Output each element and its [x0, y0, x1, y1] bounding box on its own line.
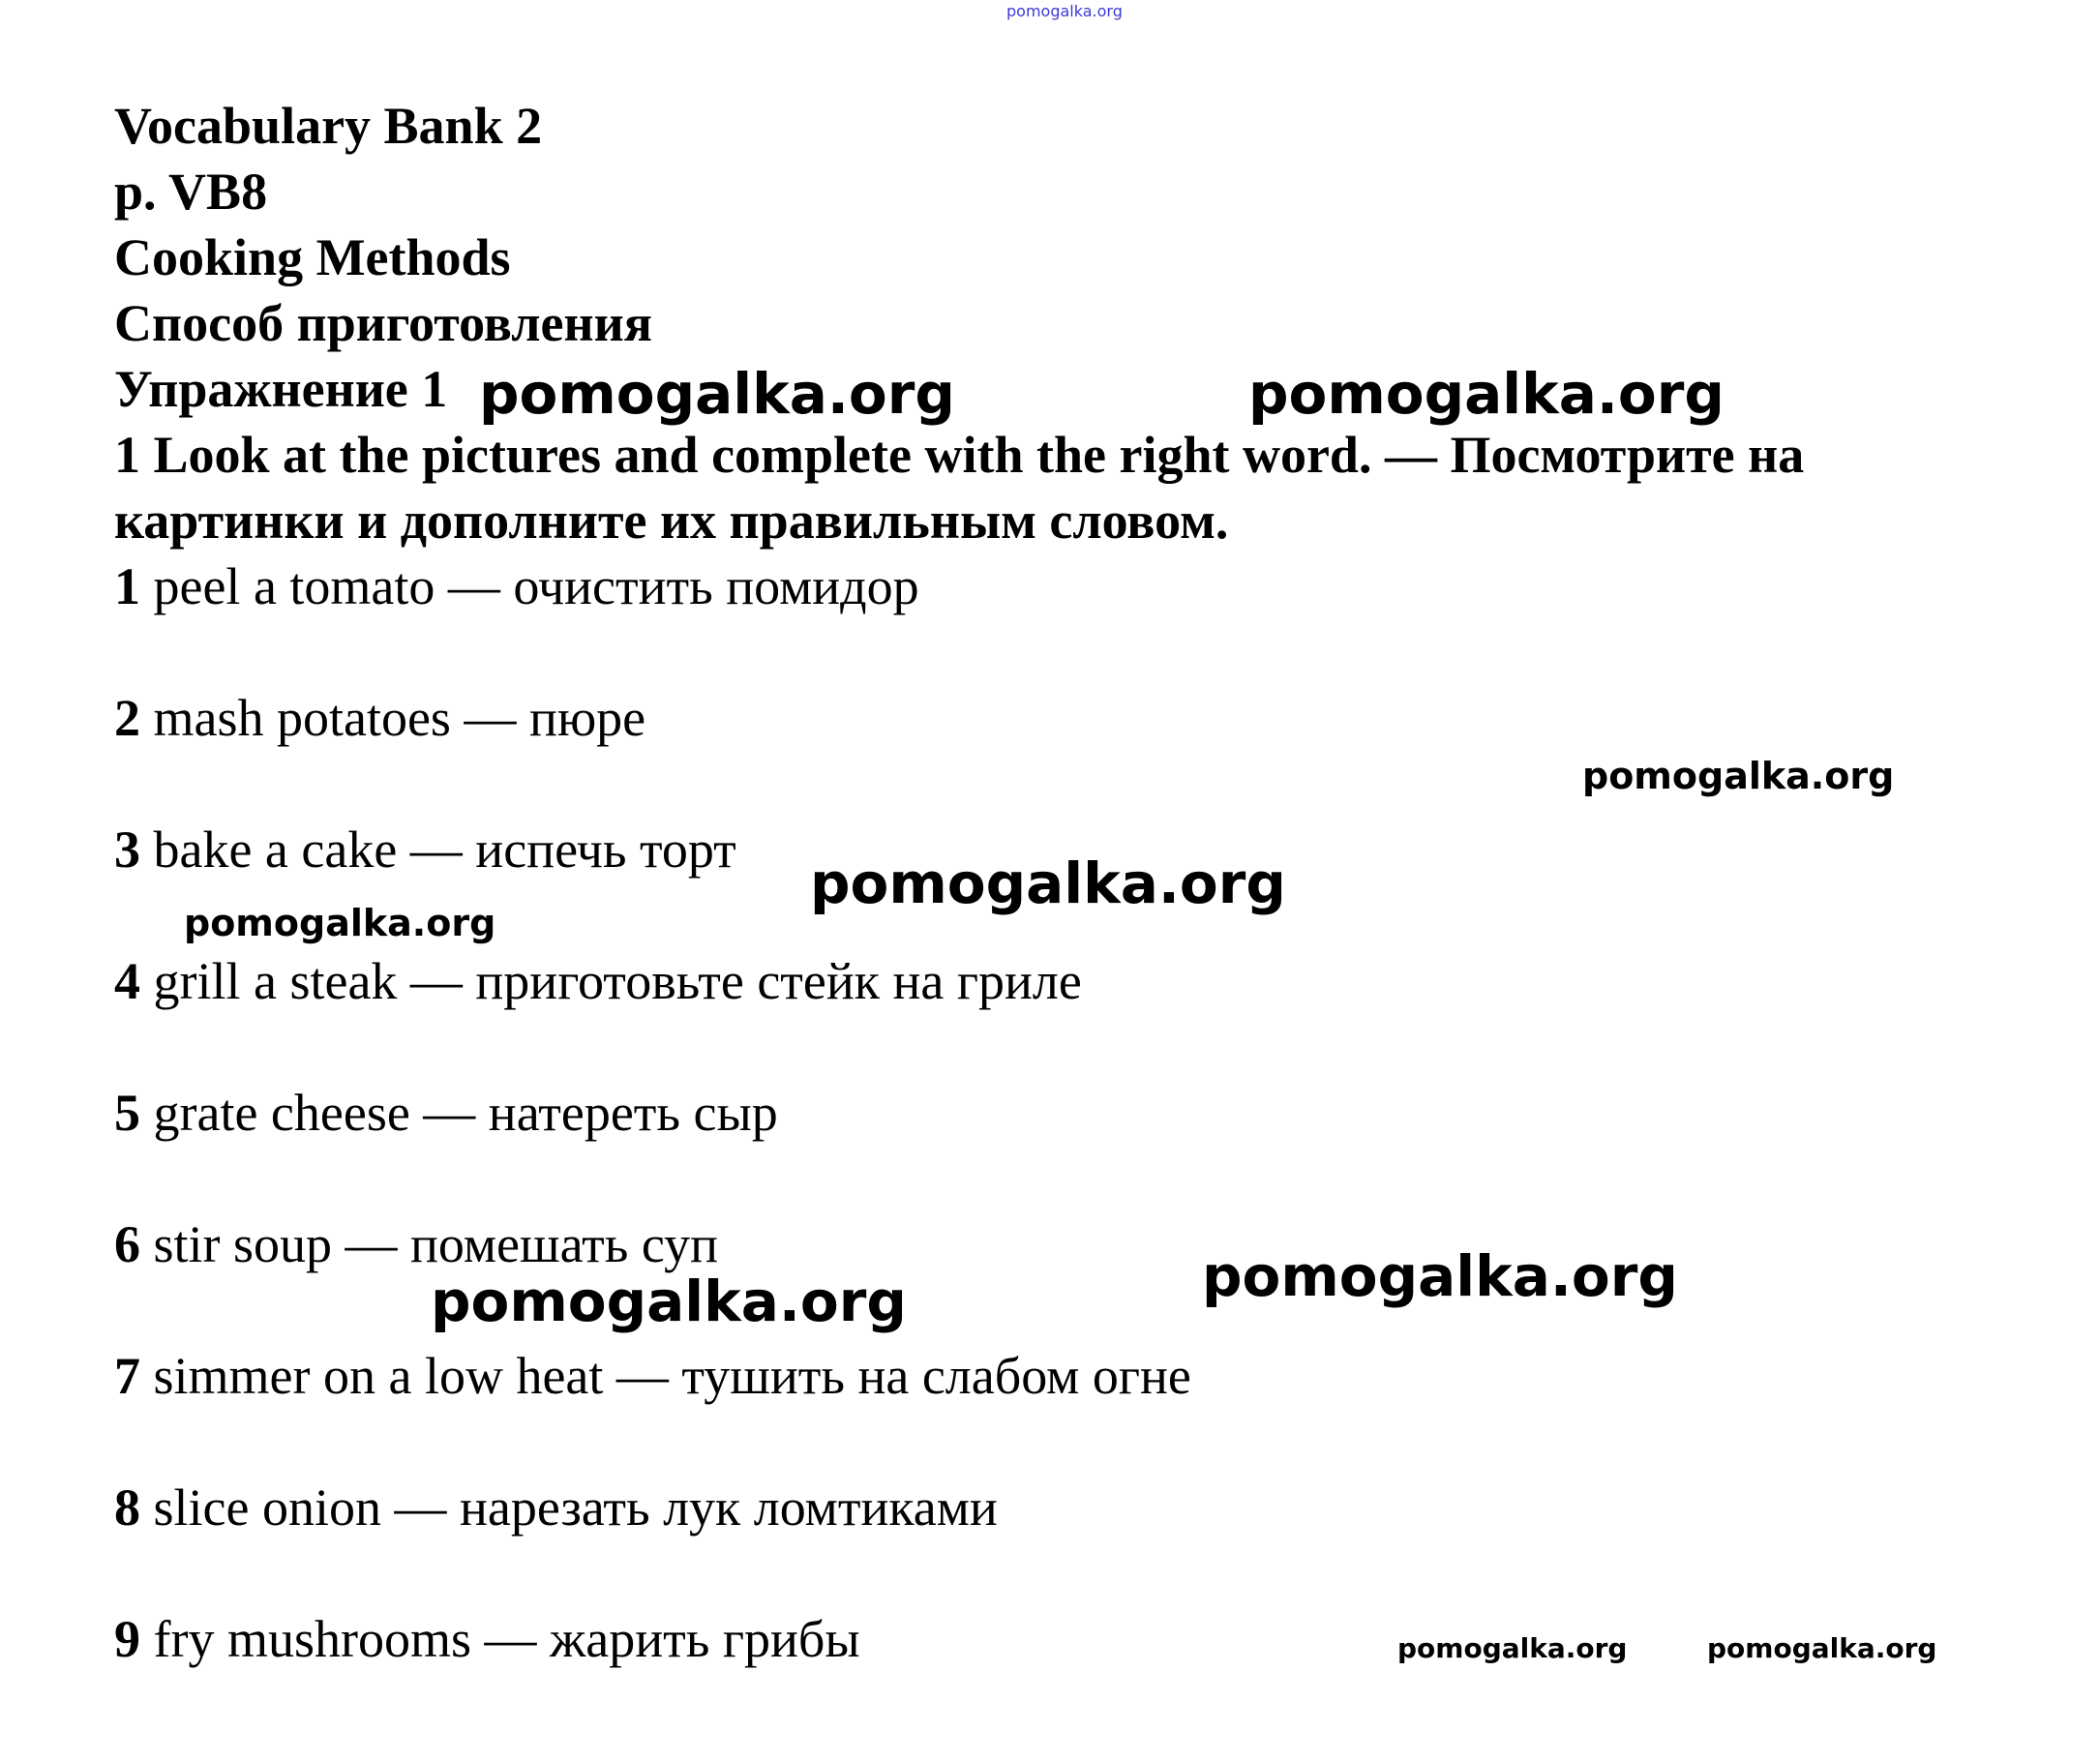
- watermark: pomogalka.org: [1582, 755, 1895, 797]
- item-text: simmer on a low heat — тушить на слабом огне: [140, 1347, 1191, 1405]
- item-text: bake a cake — испечь торт: [140, 821, 736, 879]
- item-number: 2: [114, 689, 140, 747]
- item-number: 5: [114, 1084, 140, 1142]
- item-number: 8: [114, 1478, 140, 1537]
- item-text: peel a tomato — очистить помидор: [140, 557, 919, 615]
- heading-block: [114, 93, 2030, 427]
- watermark: pomogalka.org: [1397, 1632, 1628, 1664]
- list-item: [114, 553, 2030, 685]
- watermark: pomogalka.org: [431, 1269, 907, 1334]
- item-number: 6: [114, 1215, 140, 1273]
- item-number: 3: [114, 821, 140, 879]
- item-number: 1: [114, 557, 140, 615]
- section-title: Vocabulary Bank 2: [114, 97, 543, 155]
- answer-list: [114, 553, 2030, 1738]
- watermark: pomogalka.org: [1202, 1243, 1678, 1309]
- item-text: slice onion — нарезать лук ломтиками: [140, 1478, 998, 1537]
- item-number: 4: [114, 952, 140, 1010]
- item-text: grill a steak — приготовьте стейк на гриле: [140, 952, 1082, 1010]
- item-number: 9: [114, 1610, 140, 1668]
- watermark: pomogalka.org: [810, 851, 1286, 916]
- page-reference: p. VB8: [114, 163, 268, 221]
- watermark: pomogalka.org: [1248, 361, 1725, 427]
- item-text: fry mushrooms — жарить грибы: [140, 1610, 860, 1668]
- item-text: grate cheese — натереть сыр: [140, 1084, 778, 1142]
- watermark: pomogalka.org: [479, 361, 955, 427]
- item-number: 7: [114, 1347, 140, 1405]
- topic-title: Cooking Methods: [114, 228, 511, 286]
- watermark: pomogalka.org: [184, 902, 496, 944]
- exercise-label: Упражнение 1: [114, 360, 448, 418]
- topic-title-russian: Способ приготовления: [114, 294, 652, 352]
- item-text: mash potatoes — пюре: [140, 689, 646, 747]
- list-item: [114, 1080, 2030, 1211]
- watermark-top: pomogalka.org: [1006, 2, 1123, 20]
- list-item: [114, 1606, 2030, 1738]
- item-text: stir soup — помешать суп: [140, 1215, 719, 1273]
- list-item: [114, 1475, 2030, 1606]
- list-item: [114, 948, 2030, 1080]
- exercise-instruction: 1 Look at the pictures and complete with the right word. — Посмотрите на картинки и дополните их правильным словом.: [114, 426, 1805, 550]
- list-item: [114, 1343, 2030, 1475]
- watermark: pomogalka.org: [1707, 1632, 1937, 1664]
- list-item: [114, 1211, 2030, 1343]
